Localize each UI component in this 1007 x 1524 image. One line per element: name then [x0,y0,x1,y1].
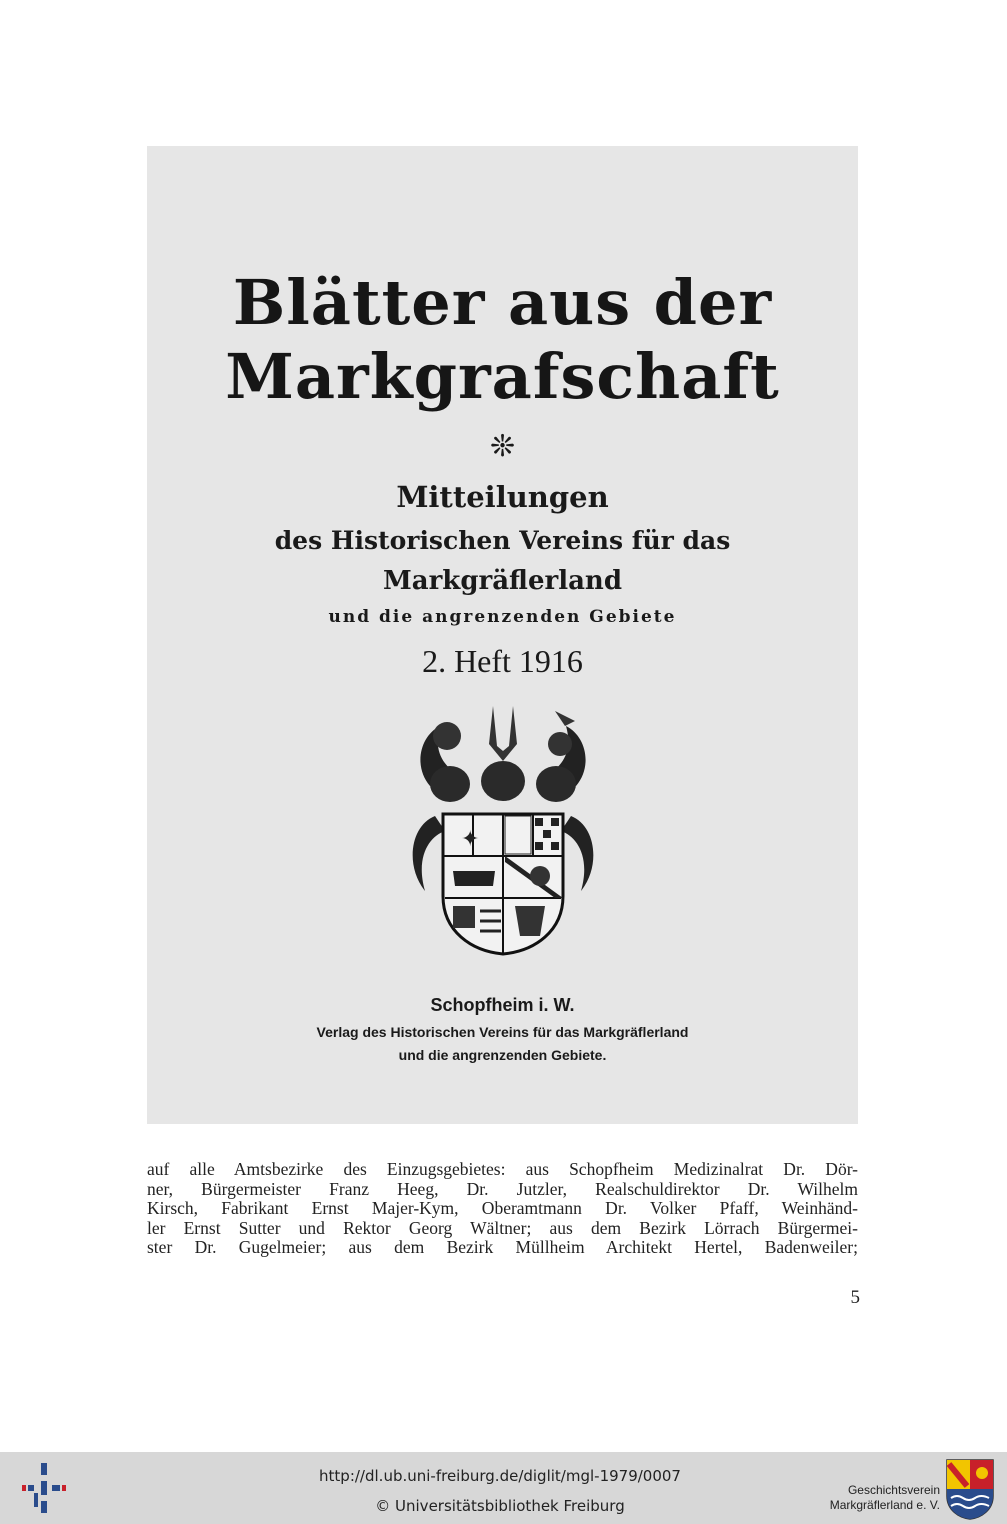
body-paragraph [147,1160,858,1258]
page-number: 5 [850,1287,860,1308]
body-line: auf alle Amtsbezirke des Einzugsgebietes: aus Schopfheim Medizinalrat Dr. Dör- [147,1159,858,1179]
subtitle-line-1: Mitteilungen [396,480,609,514]
society-line-1: Geschichtsverein [847,1483,940,1497]
title-page-plate [147,146,858,1124]
subtitle-line-4: und die angrenzenden Gebiete [328,607,677,627]
ornament-icon: ❊ [489,429,516,464]
coat-of-arms-illustration [405,706,601,956]
body-line: ner, Bürgermeister Franz Heeg, Dr. Jutzler, Realschuldirektor Dr. Wilhelm [147,1178,858,1199]
body-line: ler Ernst Sutter und Rektor Georg Wältner; aus dem Bezirk Lörrach Bürgermei- [147,1217,858,1238]
publication-place: Schopfheim i. W. [430,995,575,1015]
svg-text:✦: ✦ [461,827,480,852]
subtitle-line-3: Markgräflerland [382,566,622,596]
publisher-line-2: und die angrenzenden Gebiete. [398,1047,607,1063]
title-line-2: Markgrafschaft [225,340,780,413]
copyright-text: © Universitätsbibliothek Freiburg [375,1497,625,1515]
society-name [808,1483,940,1513]
society-line-2: Markgräflerland e. V. [829,1498,940,1512]
ub-freiburg-logo-icon [22,1463,66,1513]
publisher-line-1: Verlag des Historischen Vereins für das Markgräflerland [316,1024,689,1040]
body-line: ster Dr. Gugelmeier; aus dem Bezirk Müllheim Architekt Hertel, Badenweiler; [147,1237,858,1258]
issue-label: 2. Heft 1916 [422,643,583,679]
viewer-footer [0,1452,1007,1524]
document-url-link[interactable]: http://dl.ub.uni-freiburg.de/diglit/mgl-1979/0007 [319,1467,681,1485]
title-line-1: Blätter aus der [232,266,773,339]
coat-of-arms-icon[interactable] [945,1458,995,1520]
subtitle-line-2: des Historischen Vereins für das [274,526,731,555]
body-line: Kirsch, Fabrikant Ernst Majer-Kym, Oberamtmann Dr. Volker Pfaff, Weinhänd- [147,1198,858,1219]
